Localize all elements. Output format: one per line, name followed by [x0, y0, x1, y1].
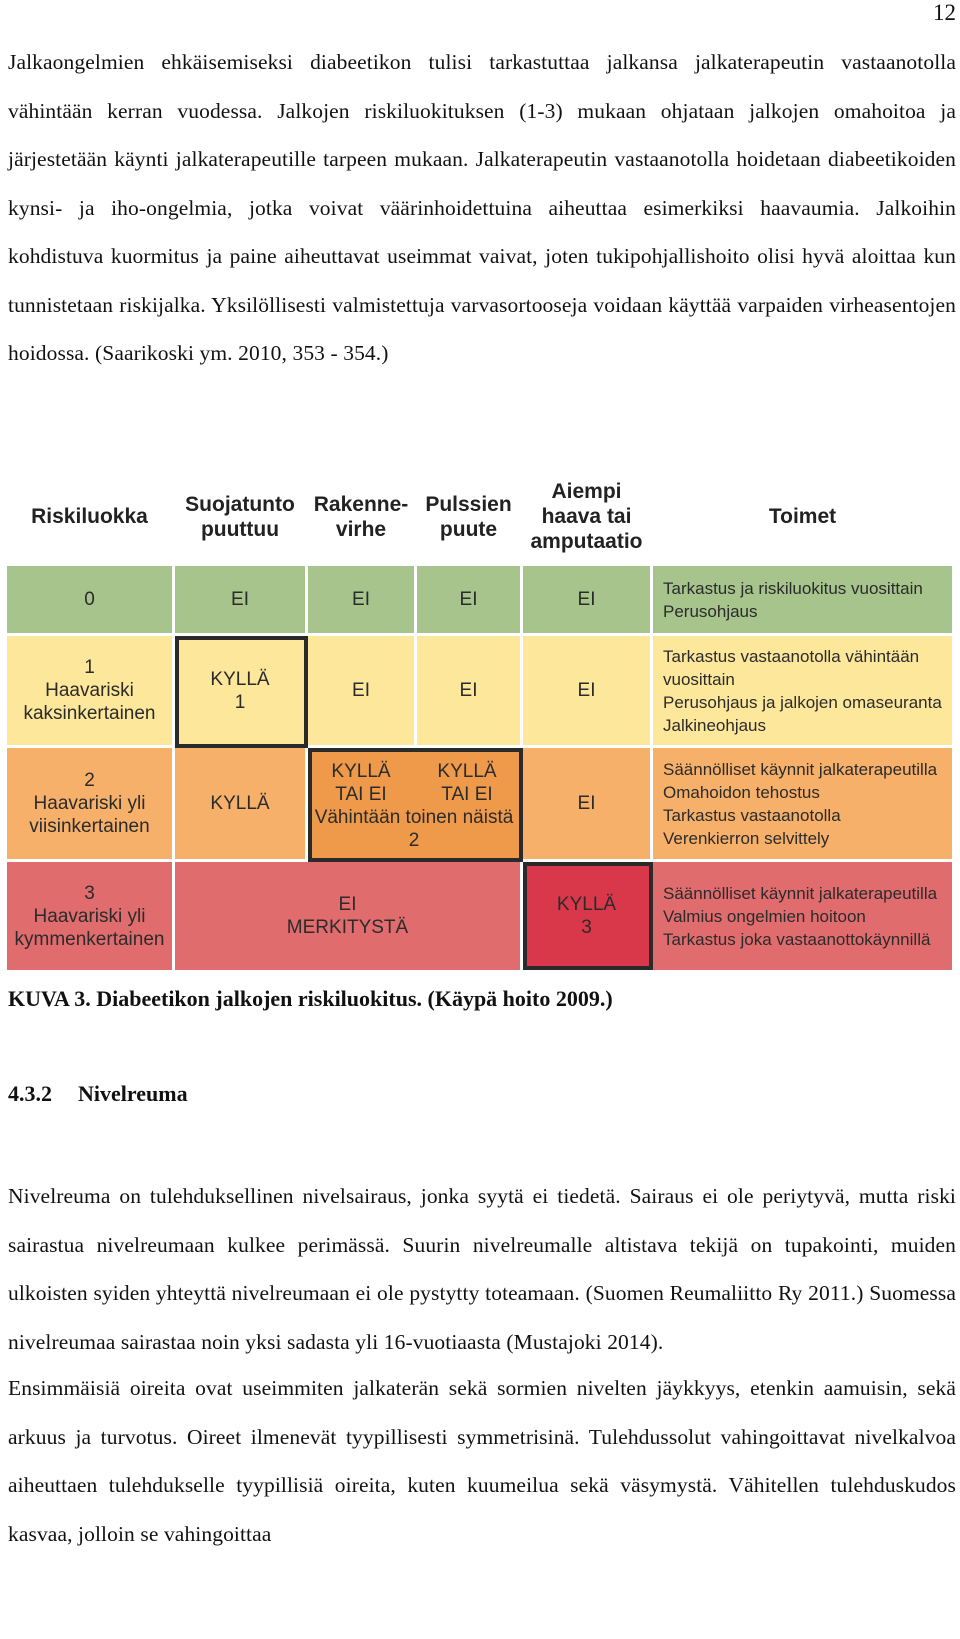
row1-wound: EI [523, 636, 653, 748]
row3-actions: Säännölliset käynnit jalkaterapeutilla Valmius ongelmien hoitoon Tarkastus joka vastaanottokäynnillä [653, 862, 955, 970]
row0-structure: EI [308, 566, 417, 636]
row3-merged: EI MERKITYSTÄ [175, 862, 523, 970]
header-structure: Rakenne-virhe [308, 470, 417, 566]
row0-wound: EI [523, 566, 653, 636]
section-number: 4.3.2 [8, 1081, 52, 1106]
row2-sensation: KYLLÄ [175, 748, 308, 862]
paragraph-nivelreuma-symptoms: Ensimmäisiä oireita ovat useimmiten jalkaterän sekä sormien nivelten jäykkyys, etenkin aamuisin, sekä arkuus ja turvotus. Oireet ilmenevät tyypillisesti symmetrisinä. Tulehdussolut vahingoittavat nivelkalvoa aiheuttaen tulehdukselle tyypillisiä oireita, kuten kuumeilua sekä väsymystä. Vähitellen tulehduskudos kasvaa, jolloin se vahingoittaa [8, 1376, 956, 1546]
risk-classification-figure [7, 470, 955, 970]
row2-class: 2 Haavariski yli viisinkertainen [7, 748, 175, 862]
row2-combined-note: Vähintään toinen näistä [314, 807, 514, 828]
header-pulse: Pulssien puute [417, 470, 523, 566]
row3-class: 3 Haavariski yli kymmenkertainen [7, 862, 175, 970]
section-heading [8, 1081, 188, 1107]
paragraph-nivelreuma-intro: Nivelreuma on tulehduksellinen nivelsairaus, jonka syytä ei tiedetä. Sairaus ei ole periytyvä, mutta riski sairastua nivelreumaan kulkee perimässä. Suurin nivelreumalle altistava tekijä on tupakointi, muiden ulkoisten syiden yhteyttä nivelreumaan ei ole pystytty toteamaan. (Suomen Reumaliitto Ry 2011.) Suomessa nivelreumaa sairastaa noin yksi sadasta yli 16-vuotiaasta (Mustajoki 2014). [8, 1184, 956, 1354]
header-sensation: Suojatunto puuttuu [175, 470, 308, 566]
row0-sensation: EI [175, 566, 308, 636]
row2-structure-pulse [308, 748, 523, 862]
row1-actions: Tarkastus vastaanotolla vähintään vuosittain Perusohjaus ja jalkojen omaseuranta Jalkineohjaus [653, 636, 955, 748]
row0-class: 0 [7, 566, 175, 636]
row1-structure: EI [308, 636, 417, 748]
row1-class: 1 Haavariski kaksinkertainen [7, 636, 175, 748]
row2-wound: EI [523, 748, 653, 862]
row1-sensation: KYLLÄ 1 [175, 636, 308, 748]
section-title: Nivelreuma [78, 1081, 188, 1106]
row0-actions: Tarkastus ja riskiluokitus vuosittain Perusohjaus [653, 566, 955, 636]
header-actions: Toimet [653, 470, 955, 566]
row2-actions: Säännölliset käynnit jalkaterapeutilla Omahoidon tehostus Tarkastus vastaanotolla Verenkierron selvittely [653, 748, 955, 862]
row2-combined-class: 2 [408, 830, 420, 851]
row2-pulse: KYLLÄ TAI EI [437, 761, 497, 805]
row3-wound: KYLLÄ 3 [523, 862, 653, 970]
row1-pulse: EI [417, 636, 523, 748]
page-number: 12 [933, 0, 956, 25]
paragraph-foot-care: Jalkaongelmien ehkäisemiseksi diabeetikon tulisi tarkastuttaa jalkansa jalkaterapeutin vastaanotolla vähintään kerran vuodessa. Jalkojen riskiluokituksen (1-3) mukaan ohjataan jalkojen omahoitoa ja järjestetään käynti jalkaterapeutille tarpeen mukaan. Jalkaterapeutin vastaanotolla hoidetaan diabeetikoiden kynsi- ja iho-ongelmia, jotka voivat väärinhoidettuina aiheuttaa esimerkiksi haavaumia. Jalkoihin kohdistuva kuormitus ja paine aiheuttavat useimmat vaivat, joten tukipohjallishoito olisi hyvä aloittaa kun tunnistetaan riskijalka. Yksilöllisesti valmistettuja varvasortooseja voidaan käyttää varpaiden virheasentojen hoidossa. (Saarikoski ym. 2010, 353 - 354.) [8, 50, 956, 365]
header-risk-class: Riskiluokka [7, 470, 175, 566]
figure-caption: KUVA 3. Diabeetikon jalkojen riskiluokitus. (Käypä hoito 2009.) [8, 986, 613, 1011]
row2-structure: KYLLÄ TAI EI [331, 761, 391, 805]
header-wound: Aiempi haava tai amputaatio [523, 470, 653, 566]
row0-pulse: EI [417, 566, 523, 636]
